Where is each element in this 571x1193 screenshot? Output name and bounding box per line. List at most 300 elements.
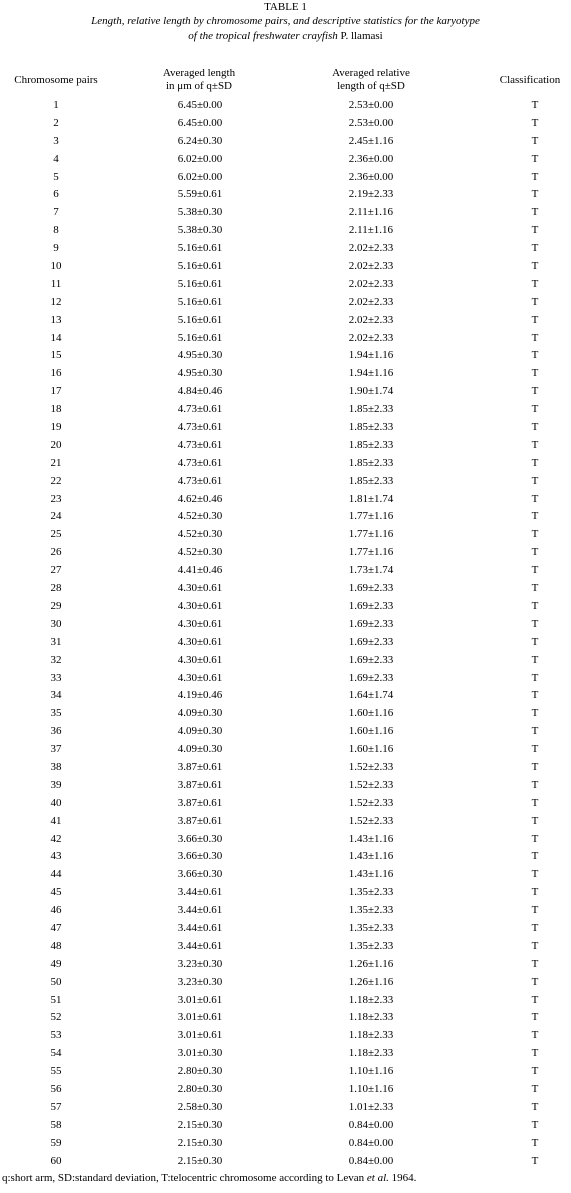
table-row [0,133,571,151]
cell-pair: 41 [50,814,62,827]
table-row [0,115,571,133]
cell-classification: T [531,886,539,899]
cell-pair: 46 [50,904,62,917]
table-row [0,1135,571,1153]
footnote-year: 1964. [391,1172,417,1184]
caption-line-2 [0,29,571,44]
table-row [0,562,571,580]
cell-pair: 13 [50,313,62,326]
cell-length: 3.87±0.61 [177,778,223,791]
table-row [0,1027,571,1045]
cell-pair: 37 [50,743,62,756]
cell-length: 4.52±0.30 [177,528,223,541]
cell-pair: 54 [50,1047,62,1060]
cell-pair: 34 [50,689,62,702]
cell-pair: 17 [50,385,62,398]
cell-length: 4.84±0.46 [177,385,223,398]
table-row [0,97,571,115]
cell-pair: 7 [53,206,59,219]
cell-classification: T [531,564,539,577]
cell-pair: 47 [50,921,62,934]
table-row [0,258,571,276]
table-title: TABLE 1 [264,1,307,13]
cell-classification: T [531,814,539,827]
cell-pair: 15 [50,349,62,362]
cell-relative: 2.11±1.16 [348,206,394,219]
cell-pair: 21 [50,456,62,469]
cell-pair: 22 [50,474,62,487]
cell-classification: T [531,904,539,917]
table-row [0,741,571,759]
cell-relative: 1.01±2.33 [348,1100,394,1113]
header-chromosome-pairs: Chromosome pairs [14,74,98,86]
cell-pair: 35 [50,707,62,720]
cell-relative: 1.43±1.16 [348,868,394,881]
cell-length: 6.45±0.00 [177,116,223,129]
cell-classification: T [531,725,539,738]
cell-relative: 1.35±2.33 [348,921,394,934]
cell-relative: 1.94±1.16 [348,367,394,380]
cell-length: 3.87±0.61 [177,796,223,809]
table-body [0,97,571,1170]
cell-relative: 1.69±2.33 [348,671,394,684]
table-row [0,294,571,312]
cell-relative: 1.77±1.16 [348,528,394,541]
cell-relative: 1.10±1.16 [348,1082,394,1095]
cell-pair: 43 [50,850,62,863]
cell-length: 4.09±0.30 [177,707,223,720]
cell-length: 3.01±0.61 [177,1029,223,1042]
cell-classification: T [531,313,539,326]
cell-pair: 30 [50,617,62,630]
cell-length: 5.16±0.61 [177,260,223,273]
header-averaged-relative-length [312,67,430,93]
table-row [0,312,571,330]
table-footnote [2,1171,571,1185]
cell-pair: 11 [50,277,62,290]
cell-pair: 58 [50,1118,62,1131]
cell-classification: T [531,1154,539,1167]
cell-classification: T [531,617,539,630]
cell-relative: 1.10±1.16 [348,1065,394,1078]
cell-length: 3.66±0.30 [177,832,223,845]
cell-length: 3.44±0.61 [177,939,223,952]
table-row [0,848,571,866]
cell-length: 5.59±0.61 [177,188,223,201]
cell-relative: 1.26±1.16 [348,957,394,970]
cell-relative: 1.18±2.33 [348,1047,394,1060]
cell-relative: 1.52±2.33 [348,796,394,809]
cell-length: 6.24±0.30 [177,134,223,147]
table-row [0,920,571,938]
cell-length: 5.38±0.30 [177,206,223,219]
table-row [0,1081,571,1099]
table-row [0,401,571,419]
cell-relative: 1.94±1.16 [348,349,394,362]
table-row [0,1099,571,1117]
cell-pair: 60 [50,1154,62,1167]
cell-classification: T [531,349,539,362]
table-row [0,491,571,509]
cell-length: 4.73±0.61 [177,438,223,451]
cell-length: 4.73±0.61 [177,474,223,487]
cell-relative: 1.77±1.16 [348,546,394,559]
cell-relative: 2.02±2.33 [348,295,394,308]
cell-classification: T [531,743,539,756]
cell-classification: T [531,546,539,559]
cell-length: 3.23±0.30 [177,957,223,970]
table-row [0,1009,571,1027]
footnote-et-al: et al. [366,1172,389,1184]
cell-classification: T [531,224,539,237]
table-row [0,455,571,473]
table-row [0,992,571,1010]
table-row [0,383,571,401]
header-classification: Classification [499,74,561,86]
cell-length: 4.30±0.61 [177,582,223,595]
table-row [0,1063,571,1081]
table-row [0,759,571,777]
table-row [0,473,571,491]
cell-pair: 51 [50,993,62,1006]
cell-classification: T [531,975,539,988]
cell-pair: 57 [50,1100,62,1113]
table-row [0,974,571,992]
table-row [0,222,571,240]
cell-classification: T [531,99,539,111]
cell-length: 6.02±0.00 [177,152,223,165]
cell-relative: 1.85±2.33 [348,421,394,434]
cell-classification: T [531,456,539,469]
cell-relative: 1.85±2.33 [348,403,394,416]
cell-pair: 5 [53,170,59,183]
cell-classification: T [531,1100,539,1113]
cell-classification: T [531,1011,539,1024]
cell-classification: T [531,331,539,344]
header-averaged-length [140,67,258,93]
table-row [0,795,571,813]
table-row [0,598,571,616]
cell-length: 4.30±0.61 [177,635,223,648]
cell-pair: 40 [50,796,62,809]
cell-relative: 1.60±1.16 [348,743,394,756]
cell-length: 6.45±0.00 [177,99,223,111]
cell-length: 4.95±0.30 [177,349,223,362]
cell-relative: 1.60±1.16 [348,707,394,720]
cell-length: 3.44±0.61 [177,886,223,899]
cell-length: 2.80±0.30 [177,1065,223,1078]
cell-classification: T [531,1047,539,1060]
table-row [0,866,571,884]
cell-classification: T [531,1065,539,1078]
table-row [0,831,571,849]
cell-length: 3.66±0.30 [177,868,223,881]
cell-pair: 52 [50,1011,62,1024]
table-row [0,777,571,795]
cell-length: 2.15±0.30 [177,1136,223,1149]
cell-length: 4.09±0.30 [177,743,223,756]
table-row [0,347,571,365]
cell-classification: T [531,134,539,147]
header-averaged-length-line-1: Averaged length [162,67,236,79]
cell-pair: 38 [50,760,62,773]
cell-relative: 2.36±0.00 [348,152,394,165]
cell-relative: 1.35±2.33 [348,939,394,952]
cell-pair: 36 [50,725,62,738]
cell-pair: 16 [50,367,62,380]
cell-length: 3.66±0.30 [177,850,223,863]
cell-relative: 1.77±1.16 [348,510,394,523]
cell-length: 3.23±0.30 [177,975,223,988]
cell-pair: 28 [50,582,62,595]
cell-classification: T [531,778,539,791]
cell-length: 2.15±0.30 [177,1118,223,1131]
cell-classification: T [531,277,539,290]
cell-classification: T [531,760,539,773]
table-row [0,169,571,187]
cell-pair: 39 [50,778,62,791]
cell-relative: 2.45±1.16 [348,134,394,147]
cell-length: 4.52±0.30 [177,510,223,523]
cell-length: 5.38±0.30 [177,224,223,237]
cell-pair: 27 [50,564,62,577]
table-row [0,670,571,688]
cell-relative: 1.18±2.33 [348,1011,394,1024]
cell-pair: 56 [50,1082,62,1095]
cell-relative: 1.18±2.33 [348,993,394,1006]
table-row [0,938,571,956]
cell-pair: 19 [50,421,62,434]
cell-relative: 1.69±2.33 [348,582,394,595]
table-row [0,526,571,544]
cell-classification: T [531,242,539,255]
table-row [0,330,571,348]
cell-relative: 1.73±1.74 [348,564,394,577]
cell-relative: 1.52±2.33 [348,814,394,827]
cell-classification: T [531,868,539,881]
table-row [0,956,571,974]
table-row [0,1117,571,1135]
cell-length: 5.16±0.61 [177,242,223,255]
cell-length: 4.09±0.30 [177,725,223,738]
cell-pair: 48 [50,939,62,952]
cell-pair: 29 [50,599,62,612]
table-row [0,616,571,634]
cell-relative: 1.52±2.33 [348,778,394,791]
cell-pair: 49 [50,957,62,970]
cell-classification: T [531,528,539,541]
cell-pair: 31 [50,635,62,648]
cell-pair: 3 [53,134,59,147]
table-row [0,902,571,920]
cell-length: 3.01±0.30 [177,1047,223,1060]
header-relative-line-2: length of q±SD [337,80,405,92]
cell-pair: 18 [50,403,62,416]
cell-pair: 59 [50,1136,62,1149]
cell-relative: 1.43±1.16 [348,850,394,863]
cell-classification: T [531,599,539,612]
table-row [0,580,571,598]
cell-relative: 2.36±0.00 [348,170,394,183]
cell-classification: T [531,367,539,380]
cell-relative: 2.02±2.33 [348,277,394,290]
cell-length: 4.41±0.46 [177,564,223,577]
cell-classification: T [531,689,539,702]
cell-pair: 10 [50,260,62,273]
cell-length: 4.62±0.46 [177,492,223,505]
table-row [0,1045,571,1063]
cell-length: 3.01±0.61 [177,1011,223,1024]
cell-length: 3.01±0.61 [177,993,223,1006]
cell-classification: T [531,474,539,487]
cell-relative: 1.69±2.33 [348,653,394,666]
cell-pair: 12 [50,295,62,308]
cell-relative: 1.85±2.33 [348,438,394,451]
cell-pair: 6 [53,188,59,201]
cell-pair: 14 [50,331,62,344]
cell-classification: T [531,796,539,809]
cell-classification: T [531,170,539,183]
cell-relative: 1.85±2.33 [348,474,394,487]
cell-pair: 42 [50,832,62,845]
cell-relative: 1.43±1.16 [348,832,394,845]
table-row [0,186,571,204]
cell-relative: 1.18±2.33 [348,1029,394,1042]
cell-relative: 1.69±2.33 [348,635,394,648]
table-caption [0,14,571,44]
cell-pair: 9 [53,242,59,255]
cell-pair: 4 [53,152,59,165]
cell-relative: 1.35±2.33 [348,904,394,917]
cell-pair: 24 [50,510,62,523]
cell-length: 4.95±0.30 [177,367,223,380]
table-row [0,204,571,222]
cell-classification: T [531,260,539,273]
caption-species: P. llamasi [340,30,383,42]
table-row [0,723,571,741]
cell-relative: 1.35±2.33 [348,886,394,899]
cell-classification: T [531,510,539,523]
cell-classification: T [531,492,539,505]
cell-relative: 2.02±2.33 [348,331,394,344]
cell-relative: 2.02±2.33 [348,313,394,326]
caption-line-1: Length, relative length by chromosome pairs, and descriptive statistics for the karyotype [91,15,480,27]
cell-pair: 25 [50,528,62,541]
cell-length: 4.52±0.30 [177,546,223,559]
table-row [0,687,571,705]
cell-classification: T [531,957,539,970]
cell-classification: T [531,993,539,1006]
cell-classification: T [531,438,539,451]
table-row [0,705,571,723]
cell-length: 4.30±0.61 [177,653,223,666]
header-relative-line-1: Averaged relative [332,67,410,79]
table-row [0,240,571,258]
cell-pair: 55 [50,1065,62,1078]
cell-classification: T [531,295,539,308]
table-row [0,276,571,294]
cell-relative: 1.52±2.33 [348,760,394,773]
cell-classification: T [531,152,539,165]
cell-length: 4.30±0.61 [177,599,223,612]
table-row [0,884,571,902]
cell-classification: T [531,188,539,201]
cell-classification: T [531,582,539,595]
cell-classification: T [531,403,539,416]
cell-length: 4.73±0.61 [177,403,223,416]
cell-length: 3.87±0.61 [177,814,223,827]
table-row [0,652,571,670]
cell-classification: T [531,385,539,398]
table-row [0,437,571,455]
header-averaged-length-line-2: in μm of q±SD [165,80,233,92]
cell-classification: T [531,116,539,129]
cell-relative: 2.19±2.33 [348,188,394,201]
cell-length: 5.16±0.61 [177,277,223,290]
cell-length: 3.44±0.61 [177,921,223,934]
cell-length: 2.58±0.30 [177,1100,223,1113]
cell-pair: 8 [53,224,59,237]
cell-classification: T [531,671,539,684]
cell-relative: 2.02±2.33 [348,260,394,273]
cell-pair: 50 [50,975,62,988]
cell-classification: T [531,1082,539,1095]
caption-line-2-text: of the tropical freshwater crayfish [188,30,338,42]
cell-classification: T [531,850,539,863]
cell-classification: T [531,1029,539,1042]
cell-classification: T [531,832,539,845]
cell-classification: T [531,939,539,952]
footnote-text: q:short arm, SD:standard deviation, T:telocentric chromosome according to Levan [2,1172,365,1184]
table-row [0,365,571,383]
cell-length: 5.16±0.61 [177,331,223,344]
cell-classification: T [531,653,539,666]
table-row [0,419,571,437]
cell-classification: T [531,421,539,434]
cell-length: 4.19±0.46 [177,689,223,702]
cell-relative: 1.60±1.16 [348,725,394,738]
cell-relative: 0.84±0.00 [348,1136,394,1149]
table-row [0,1153,571,1171]
cell-pair: 1 [53,99,59,111]
cell-pair: 45 [50,886,62,899]
cell-relative: 1.81±1.74 [348,492,394,505]
cell-classification: T [531,635,539,648]
cell-relative: 2.11±1.16 [348,224,394,237]
cell-relative: 1.69±2.33 [348,599,394,612]
cell-length: 3.87±0.61 [177,760,223,773]
cell-length: 4.73±0.61 [177,421,223,434]
cell-length: 4.30±0.61 [177,671,223,684]
cell-relative: 2.02±2.33 [348,242,394,255]
cell-classification: T [531,707,539,720]
table-row [0,634,571,652]
cell-length: 6.02±0.00 [177,170,223,183]
cell-length: 4.73±0.61 [177,456,223,469]
table-row [0,151,571,169]
cell-relative: 0.84±0.00 [348,1154,394,1167]
cell-length: 4.30±0.61 [177,617,223,630]
cell-pair: 44 [50,868,62,881]
cell-classification: T [531,921,539,934]
cell-relative: 1.85±2.33 [348,456,394,469]
table-row [0,508,571,526]
cell-classification: T [531,1136,539,1149]
cell-relative: 2.53±0.00 [348,99,394,111]
cell-length: 5.16±0.61 [177,295,223,308]
cell-relative: 1.26±1.16 [348,975,394,988]
cell-pair: 2 [53,116,59,129]
